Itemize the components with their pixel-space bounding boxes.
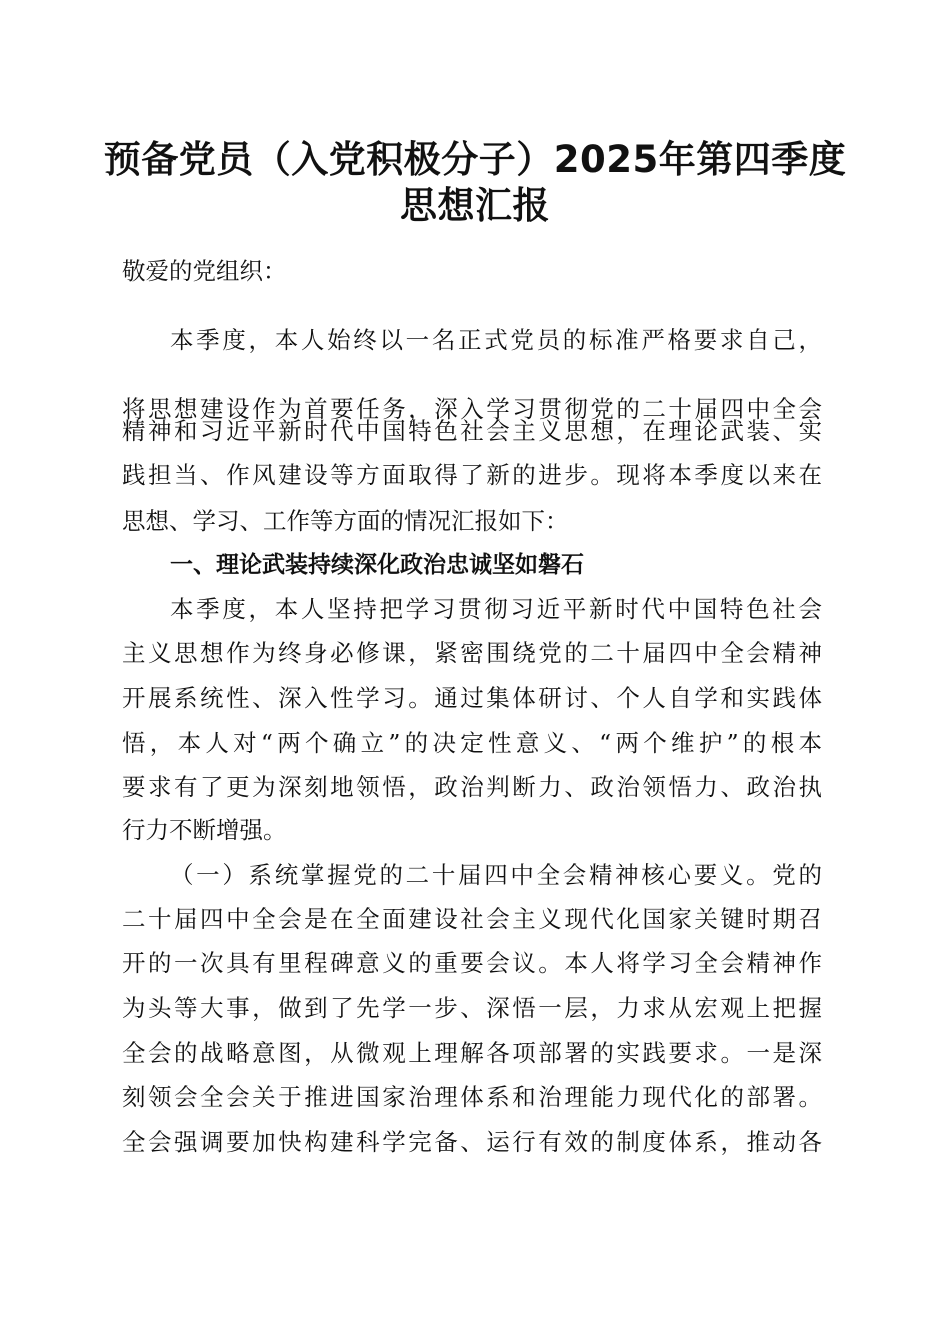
section-line: 行力不断增强。 — [122, 816, 287, 844]
document-title-line-1: 预备党员（入党积极分子）2025年第四季度 — [103, 138, 847, 181]
subsection-line: （一）系统掌握党的二十届四中全会精神核心要义。党的 — [170, 861, 822, 889]
intro-line: 将思想建设作为首要任务，深入学习贯彻党的二十届四中全会 — [122, 395, 822, 423]
section-line: 要求有了更为深刻地领悟，政治判断力、政治领悟力、政治执 — [122, 773, 822, 801]
section-line: 悟，本人对“两个确立”的决定性意义、“两个维护”的根本 — [122, 729, 822, 757]
subsection-line: 为头等大事，做到了先学一步、深悟一层，力求从宏观上把握 — [122, 994, 822, 1022]
subsection-line: 开的一次具有里程碑意义的重要会议。本人将学习全会精神作 — [122, 949, 822, 977]
salutation: 敬爱的党组织： — [122, 257, 287, 285]
subsection-line: 二十届四中全会是在全面建设社会主义现代化国家关键时期召 — [122, 905, 822, 933]
section-heading: 一、理论武装持续深化政治忠诚坚如磐石 — [170, 552, 584, 578]
intro-line: 践担当、作风建设等方面取得了新的进步。现将本季度以来在 — [122, 461, 822, 489]
intro-line: 思想、学习、工作等方面的情况汇报如下： — [122, 507, 569, 535]
intro-line: 精神和习近平新时代中国特色社会主义思想，在理论武装、实 — [122, 417, 822, 445]
subsection-line: 全会强调要加快构建科学完备、运行有效的制度体系，推动各 — [122, 1128, 822, 1156]
intro-line: 本季度，本人始终以一名正式党员的标准严格要求自己， — [170, 326, 822, 354]
document-title-line-2: 思想汇报 — [400, 184, 550, 227]
subsection-line: 全会的战略意图，从微观上理解各项部署的实践要求。一是深 — [122, 1039, 822, 1067]
section-line: 开展系统性、深入性学习。通过集体研讨、个人自学和实践体 — [122, 684, 822, 712]
section-line: 主义思想作为终身必修课，紧密围绕党的二十届四中全会精神 — [122, 639, 822, 667]
section-line: 本季度，本人坚持把学习贯彻习近平新时代中国特色社会 — [170, 595, 822, 623]
subsection-line: 刻领会全会关于推进国家治理体系和治理能力现代化的部署。 — [122, 1083, 822, 1111]
